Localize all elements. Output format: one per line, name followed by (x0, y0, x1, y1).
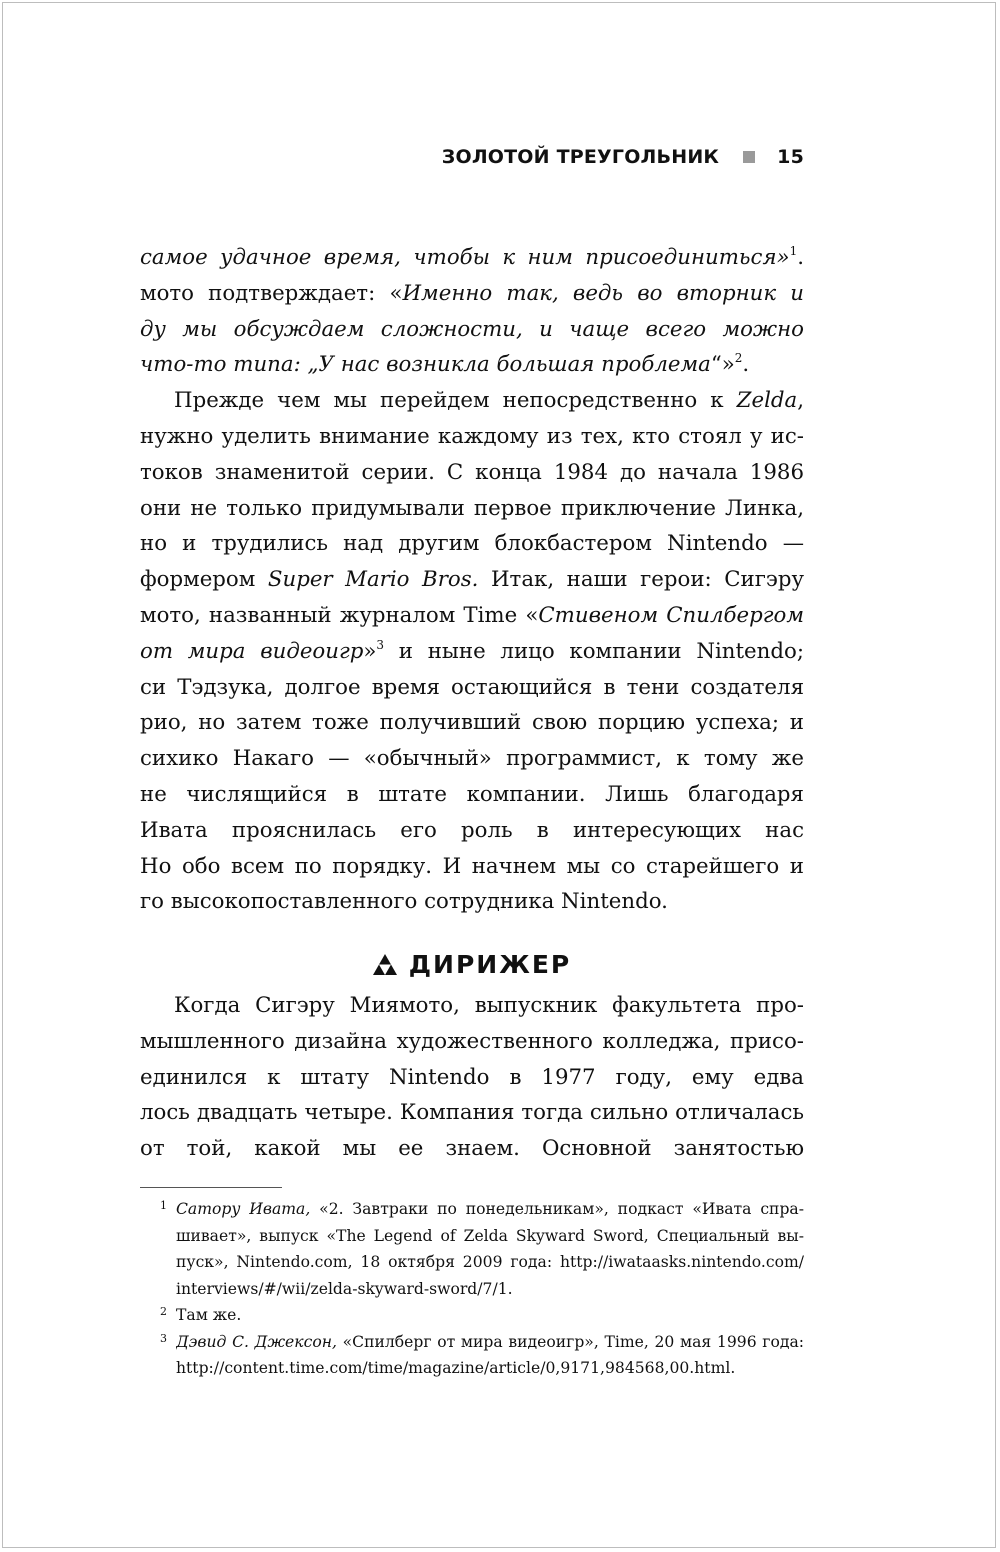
text-line: от той, какой мы ее знаем. Основной занятостью (140, 1136, 804, 1162)
text-line: Прежде чем мы перейдем непосредственно к Zelda, (174, 388, 804, 414)
body-text (140, 240, 804, 920)
triforce-icon (373, 954, 397, 975)
text-line: Но обо всем по порядку. И начнем мы со старейшего и (140, 853, 804, 879)
footnote-line: Там же. (176, 1306, 242, 1324)
text-line: токов знаменитой серии. С конца 1984 до начала 1986 (140, 459, 804, 485)
footnote-line: Сатору Ивата, «2. Завтраки по понедельникам», подкаст «Ивата спра- (176, 1200, 804, 1218)
footnote-number: 2 (160, 1305, 167, 1318)
footnote (160, 1196, 804, 1302)
page-number: 15 (777, 146, 804, 168)
text-line: формером Super Mario Bros. Итак, наши герои: Сигэру (140, 567, 804, 593)
text-line: мото, названный журналом Time «Стивеном Спилбергом (140, 602, 804, 628)
text-line: ду мы обсуждаем сложности, и чаще всего можно (140, 316, 804, 342)
body-text-section (140, 988, 804, 1167)
text-line: сихико Накаго — «обычный» программист, к тому же (140, 746, 804, 772)
text-line: Когда Сигэру Миямото, выпускник факультета про- (174, 993, 804, 1018)
section-title: ДИРИЖЕР (408, 949, 572, 979)
footnote-ref: 3 (376, 637, 385, 652)
footnotes (160, 1196, 804, 1382)
footnote-ref: 2 (734, 351, 743, 366)
footnote-ref: 1 (789, 244, 798, 258)
square-separator-icon (743, 151, 755, 163)
footnote-line: Дэвид С. Джексон, «Спилберг от мира видеоигр», Time, 20 мая 1996 года: (176, 1332, 804, 1351)
text-line: го высокопоставленного сотрудника Nintendo. (140, 889, 668, 915)
footnote-line: пуск», Nintendo.com, 18 октября 2009 года: http://iwataasks.nintendo.com/ (176, 1253, 804, 1271)
chapter-title: ЗОЛОТОЙ ТРЕУГОЛЬНИК (441, 146, 720, 168)
text-line: нужно уделить внимание каждому из тех, кто стоял у ис- (140, 423, 804, 449)
running-header (140, 143, 804, 171)
footnote (160, 1302, 804, 1329)
text-line: что-то типа: „У нас возникла большая проблема“»$^2$. (140, 351, 750, 378)
text-line: самое удачное время, чтобы к ним присоединиться»$^1$. (140, 244, 804, 270)
text-line: лось двадцать четыре. Компания тогда сильно отличалась (140, 1100, 804, 1126)
footnote-line: http://content.time.com/time/magazine/article/0,9171,984568,00.html. (176, 1359, 736, 1377)
text-line: единился к штату Nintendo в 1977 году, ему едва (140, 1064, 804, 1090)
footnote-line: шивает», выпуск «The Legend of Zelda Skyward Sword, Специальный вы- (176, 1226, 804, 1245)
text-line: мышленного дизайна художественного колледжа, присо- (140, 1028, 804, 1054)
text-line: Ивата прояснилась его роль в интересующих нас (140, 817, 804, 843)
footnote (160, 1329, 804, 1382)
text-line: не числящийся в штате компании. Лишь благодаря (140, 781, 804, 807)
text-line: они не только придумывали первое приключение Линка, (140, 495, 804, 521)
section-heading (140, 946, 804, 982)
footnote-line: interviews/#/wii/zelda-skyward-sword/7/1. (176, 1279, 513, 1298)
text-line: от мира видеоигр»$^3$ и ныне лицо компании Nintendo; (140, 637, 804, 664)
footnote-rule (140, 1187, 282, 1188)
footnote-number: 3 (160, 1331, 167, 1345)
text-line: си Тэдзука, долгое время остающийся в тени создателя (140, 674, 804, 700)
text-line: но и трудились над другим блокбастером Nintendo — (140, 531, 804, 557)
text-line: рио, но затем тоже получивший свою порцию успеха; и (140, 710, 804, 736)
footnote-number: 1 (160, 1199, 167, 1212)
text-line: мото подтверждает: «Именно так, ведь во вторник и (140, 280, 804, 306)
